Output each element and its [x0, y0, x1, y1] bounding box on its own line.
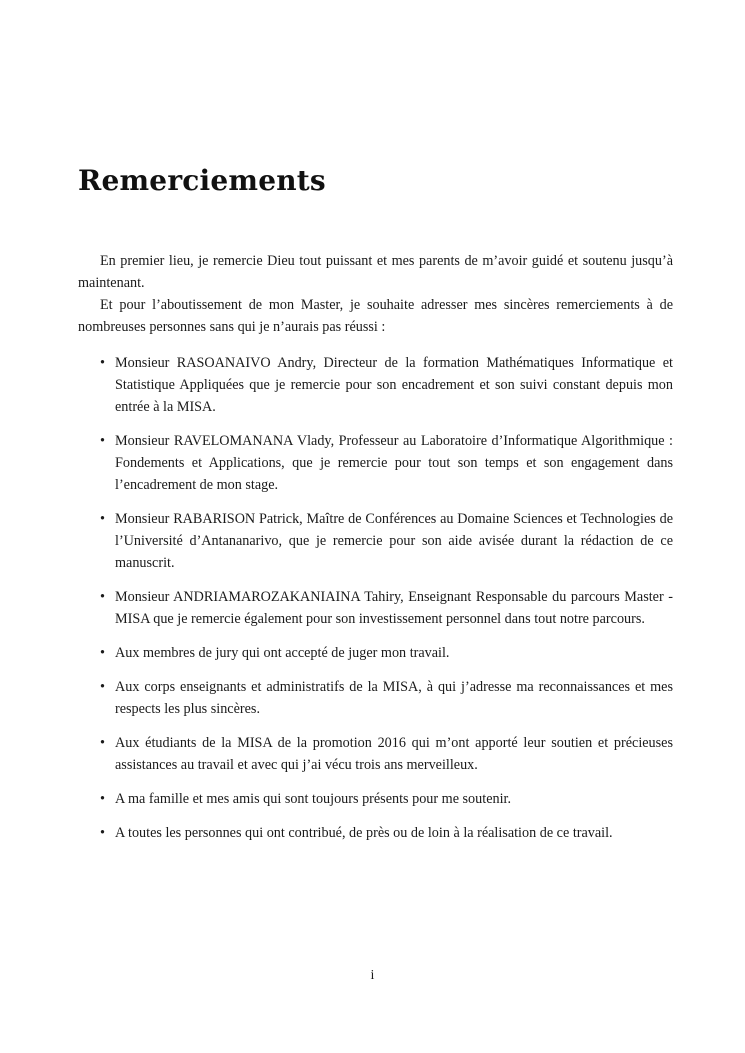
intro-paragraph: Et pour l’aboutissement de mon Master, je souhaite adresser mes sincères remerciements à de nombreuses personnes sans qui je n’aurais pas réussi :: [78, 297, 673, 335]
list-item-text: Aux membres de jury qui ont accepté de juger mon travail.: [115, 645, 450, 661]
list-item-text: Monsieur RASOANAIVO Andry, Directeur de la formation Mathématiques Informatique et Statistique Appliquées que je remercie pour son encadrement et son suivi constant depuis mon entrée à la MISA.: [115, 355, 673, 415]
bullet-icon: •: [100, 645, 105, 661]
bullet-icon: •: [100, 589, 105, 605]
list-item-text: A toutes les personnes qui ont contribué, de près ou de loin à la réalisation de ce travail.: [115, 825, 613, 841]
bullet-icon: •: [100, 791, 105, 807]
list-item-text: Aux étudiants de la MISA de la promotion 2016 qui m’ont apporté leur soutien et précieuses assistances au travail et avec qui j’ai vécu trois ans merveilleux.: [115, 735, 673, 773]
bullet-icon: •: [100, 355, 105, 371]
bullet-icon: •: [100, 679, 105, 695]
acknowledgements-body: [78, 250, 673, 856]
list-item-text: Monsieur RABARISON Patrick, Maître de Conférences au Domaine Sciences et Technologies de l’Université d’Antananarivo, que je remercie pour son aide avisée durant la rédaction de ce manuscrit.: [115, 511, 673, 571]
list-item: [78, 352, 673, 418]
list-item: [78, 586, 673, 630]
list-item: [78, 732, 673, 776]
list-item: [78, 822, 673, 844]
list-item-text: Aux corps enseignants et administratifs de la MISA, à qui j’adresse ma reconnaissances et mes respects les plus sincères.: [115, 679, 673, 717]
list-item-text: Monsieur ANDRIAMAROZAKANIAINA Tahiry, Enseignant Responsable du parcours Master - MISA que je remercie également pour son investissement personnel dans tout notre parcours.: [115, 589, 673, 627]
page-number: i: [370, 968, 375, 983]
list-item: [78, 508, 673, 574]
bullet-icon: •: [100, 825, 105, 841]
list-item: [78, 788, 673, 810]
bullet-icon: •: [100, 433, 105, 449]
acknowledgement-list: [78, 352, 673, 844]
list-item: [78, 430, 673, 496]
list-item: [78, 676, 673, 720]
list-item: [78, 642, 673, 664]
intro-paragraph: En premier lieu, je remercie Dieu tout puissant et mes parents de m’avoir guidé et soutenu jusqu’à maintenant.: [78, 253, 673, 291]
list-item-text: A ma famille et mes amis qui sont toujours présents pour me soutenir.: [115, 791, 512, 807]
bullet-icon: •: [100, 735, 105, 751]
list-item-text: Monsieur RAVELOMANANA Vlady, Professeur au Laboratoire d’Informatique Algorithmique : Fondements et Applications, que je remercie pour tout son temps et son engagement dans l’encadrement de mon stage.: [115, 433, 673, 493]
page-title: Remerciements: [78, 164, 326, 197]
bullet-icon: •: [100, 511, 105, 527]
